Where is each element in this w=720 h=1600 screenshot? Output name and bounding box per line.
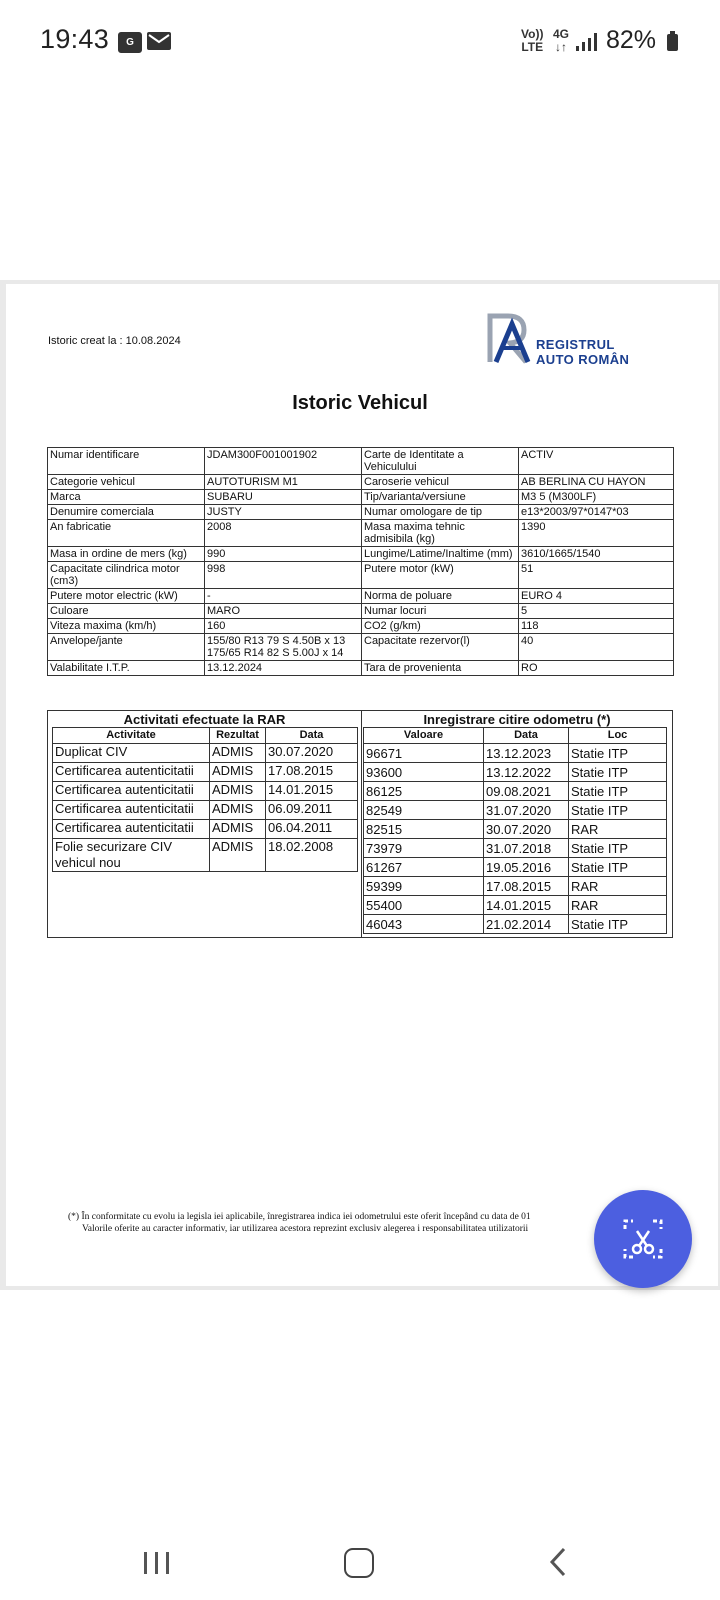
info-row — [48, 547, 674, 562]
odometer-cell: 09.08.2021 — [484, 782, 569, 801]
signal-strength-icon — [576, 33, 598, 51]
info-row — [48, 604, 674, 619]
odometer-cell: RAR — [569, 896, 667, 915]
odometer-table — [363, 727, 667, 934]
odometer-cell: 14.01.2015 — [484, 896, 569, 915]
recent-apps-icon[interactable] — [142, 1550, 172, 1576]
info-label: Lungime/Latime/Inaltime (mm) — [362, 547, 519, 562]
odometer-cell: 17.08.2015 — [484, 877, 569, 896]
activity-cell: 14.01.2015 — [266, 782, 358, 801]
info-value: 1390 — [519, 520, 674, 547]
activity-cell: ADMIS — [210, 763, 266, 782]
odometer-cell: 73979 — [364, 839, 484, 858]
odometer-cell: RAR — [569, 820, 667, 839]
activities-column-header: Rezultat — [210, 728, 266, 744]
info-label: Culoare — [48, 604, 205, 619]
info-label: Denumire comerciala — [48, 505, 205, 520]
info-value: 3610/1665/1540 — [519, 547, 674, 562]
screenshot-capture-button[interactable] — [594, 1190, 692, 1288]
activity-row — [53, 782, 358, 801]
odometer-cell: Statie ITP — [569, 858, 667, 877]
mail-notification-icon — [147, 32, 171, 50]
activity-cell: ADMIS — [210, 820, 266, 839]
odometer-cell: 86125 — [364, 782, 484, 801]
activity-row — [53, 839, 358, 872]
odometer-cell: 13.12.2022 — [484, 763, 569, 782]
odometer-cell: 31.07.2018 — [484, 839, 569, 858]
odometer-column-header: Valoare — [364, 728, 484, 744]
battery-icon — [667, 34, 678, 51]
gallery-notification-icon: G — [118, 32, 142, 53]
screenshot-scissors-icon — [619, 1215, 667, 1263]
activity-cell: Folie securizare CIV vehicul nou — [53, 839, 210, 872]
odometer-cell: RAR — [569, 877, 667, 896]
status-bar — [0, 0, 720, 84]
info-row — [48, 475, 674, 490]
info-label: Norma de poluare — [362, 589, 519, 604]
info-label: Capacitate rezervor(l) — [362, 634, 519, 661]
info-label: An fabricatie — [48, 520, 205, 547]
vehicle-info-table — [47, 447, 674, 676]
activity-cell: Certificarea autenticitatii — [53, 782, 210, 801]
odometer-cell: 21.02.2014 — [484, 915, 569, 934]
info-label: Tip/varianta/versiune — [362, 490, 519, 505]
odometer-row — [364, 763, 667, 782]
activity-cell: ADMIS — [210, 801, 266, 820]
info-label: Putere motor electric (kW) — [48, 589, 205, 604]
info-label: Tara de provenienta — [362, 661, 519, 676]
info-value: 118 — [519, 619, 674, 634]
odometer-cell: Statie ITP — [569, 782, 667, 801]
footnote: (*) În conformitate cu evolu ia legisla iei aplicabile, înregistrarea indica iei odometrului este oferit începând cu data de 01 Valorile oferite au caracter informativ, iar utilizarea acestora reprezint exclusiv alegerea i responsabilitatea utilizatorii — [68, 1212, 531, 1234]
activities-title: Activitati efectuate la RAR — [123, 712, 286, 727]
odometer-cell: Statie ITP — [569, 839, 667, 858]
info-value: 998 — [205, 562, 362, 589]
odometer-cell: 19.05.2016 — [484, 858, 569, 877]
info-value: SUBARU — [205, 490, 362, 505]
info-row — [48, 619, 674, 634]
info-value: AB BERLINA CU HAYON — [519, 475, 674, 490]
odometer-cell: 82515 — [364, 820, 484, 839]
info-row — [48, 562, 674, 589]
odometer-cell: 55400 — [364, 896, 484, 915]
info-label: Marca — [48, 490, 205, 505]
activity-cell: Certificarea autenticitatii — [53, 801, 210, 820]
info-row — [48, 505, 674, 520]
activity-row — [53, 820, 358, 839]
info-label: Capacitate cilindrica motor (cm3) — [48, 562, 205, 589]
info-value: 5 — [519, 604, 674, 619]
info-label: Masa in ordine de mers (kg) — [48, 547, 205, 562]
odometer-cell: 82549 — [364, 801, 484, 820]
odometer-row — [364, 858, 667, 877]
info-value: - — [205, 589, 362, 604]
activity-cell: 17.08.2015 — [266, 763, 358, 782]
odometer-row — [364, 820, 667, 839]
activity-cell: 06.09.2011 — [266, 801, 358, 820]
activity-cell: ADMIS — [210, 782, 266, 801]
activity-cell: 18.02.2008 — [266, 839, 358, 872]
activity-row — [53, 801, 358, 820]
info-label: Valabilitate I.T.P. — [48, 661, 205, 676]
activity-row — [53, 763, 358, 782]
info-row — [48, 448, 674, 475]
info-label: Masa maxima tehnic admisibila (kg) — [362, 520, 519, 547]
info-value: ACTIV — [519, 448, 674, 475]
info-value: JDAM300F001001902 — [205, 448, 362, 475]
activity-cell: ADMIS — [210, 744, 266, 763]
activity-cell: 06.04.2011 — [266, 820, 358, 839]
odometer-cell: 46043 — [364, 915, 484, 934]
back-icon[interactable] — [548, 1546, 568, 1578]
info-row — [48, 661, 674, 676]
odometer-cell: Statie ITP — [569, 744, 667, 763]
activities-column-header: Data — [266, 728, 358, 744]
info-label: Anvelope/jante — [48, 634, 205, 661]
odometer-cell: Statie ITP — [569, 915, 667, 934]
odometer-cell: 61267 — [364, 858, 484, 877]
info-row — [48, 490, 674, 505]
odometer-cell: 31.07.2020 — [484, 801, 569, 820]
activity-cell: Duplicat CIV — [53, 744, 210, 763]
created-date: Istoric creat la : 10.08.2024 — [48, 335, 181, 347]
info-label: Categorie vehicul — [48, 475, 205, 490]
info-label: Numar omologare de tip — [362, 505, 519, 520]
odometer-row — [364, 877, 667, 896]
info-label: Caroserie vehicul — [362, 475, 519, 490]
info-label: CO2 (g/km) — [362, 619, 519, 634]
activity-cell: 30.07.2020 — [266, 744, 358, 763]
odometer-column-header: Data — [484, 728, 569, 744]
info-label: Viteza maxima (km/h) — [48, 619, 205, 634]
rar-logo-text: REGISTRUL AUTO ROMÂN — [536, 337, 630, 367]
odometer-row — [364, 839, 667, 858]
odometer-row — [364, 782, 667, 801]
info-value: RO — [519, 661, 674, 676]
activity-row — [53, 744, 358, 763]
info-value: 2008 — [205, 520, 362, 547]
info-value: 13.12.2024 — [205, 661, 362, 676]
info-row — [48, 520, 674, 547]
info-value: EURO 4 — [519, 589, 674, 604]
info-label: Putere motor (kW) — [362, 562, 519, 589]
activity-cell: Certificarea autenticitatii — [53, 820, 210, 839]
info-value: 51 — [519, 562, 674, 589]
activity-cell: Certificarea autenticitatii — [53, 763, 210, 782]
info-label: Numar locuri — [362, 604, 519, 619]
activity-cell: ADMIS — [210, 839, 266, 872]
info-value: M3 5 (M300LF) — [519, 490, 674, 505]
odometer-cell: 93600 — [364, 763, 484, 782]
odometer-row — [364, 744, 667, 763]
odometer-title: Inregistrare citire odometru (*) — [423, 712, 611, 727]
odometer-cell: 96671 — [364, 744, 484, 763]
odometer-cell: Statie ITP — [569, 801, 667, 820]
document-title: Istoric Vehicul — [292, 392, 428, 414]
info-value: AUTOTURISM M1 — [205, 475, 362, 490]
info-value: 155/80 R13 79 S 4.50B x 13 175/65 R14 82 S 5.00J x 14 — [205, 634, 362, 661]
info-value: e13*2003/97*0147*03 — [519, 505, 674, 520]
info-value: 160 — [205, 619, 362, 634]
info-value: JUSTY — [205, 505, 362, 520]
info-row — [48, 589, 674, 604]
activities-column-header: Activitate — [53, 728, 210, 744]
info-row — [48, 634, 674, 661]
info-value: 40 — [519, 634, 674, 661]
volte-indicator: Vo)) LTE — [521, 27, 544, 54]
odometer-cell: 13.12.2023 — [484, 744, 569, 763]
clock: 19:43 — [40, 24, 110, 54]
info-value: 990 — [205, 547, 362, 562]
info-value: MARO — [205, 604, 362, 619]
odometer-cell: Statie ITP — [569, 763, 667, 782]
odometer-cell: 30.07.2020 — [484, 820, 569, 839]
odometer-cell: 59399 — [364, 877, 484, 896]
home-icon[interactable] — [344, 1548, 374, 1578]
info-label: Carte de Identitate a Vehiculului — [362, 448, 519, 475]
odometer-row — [364, 801, 667, 820]
network-type-indicator: 4G ↓↑ — [553, 27, 570, 54]
info-label: Numar identificare — [48, 448, 205, 475]
odometer-column-header: Loc — [569, 728, 667, 744]
odometer-row — [364, 915, 667, 934]
activities-table — [52, 727, 358, 872]
battery-percentage: 82% — [606, 26, 657, 54]
odometer-row — [364, 896, 667, 915]
